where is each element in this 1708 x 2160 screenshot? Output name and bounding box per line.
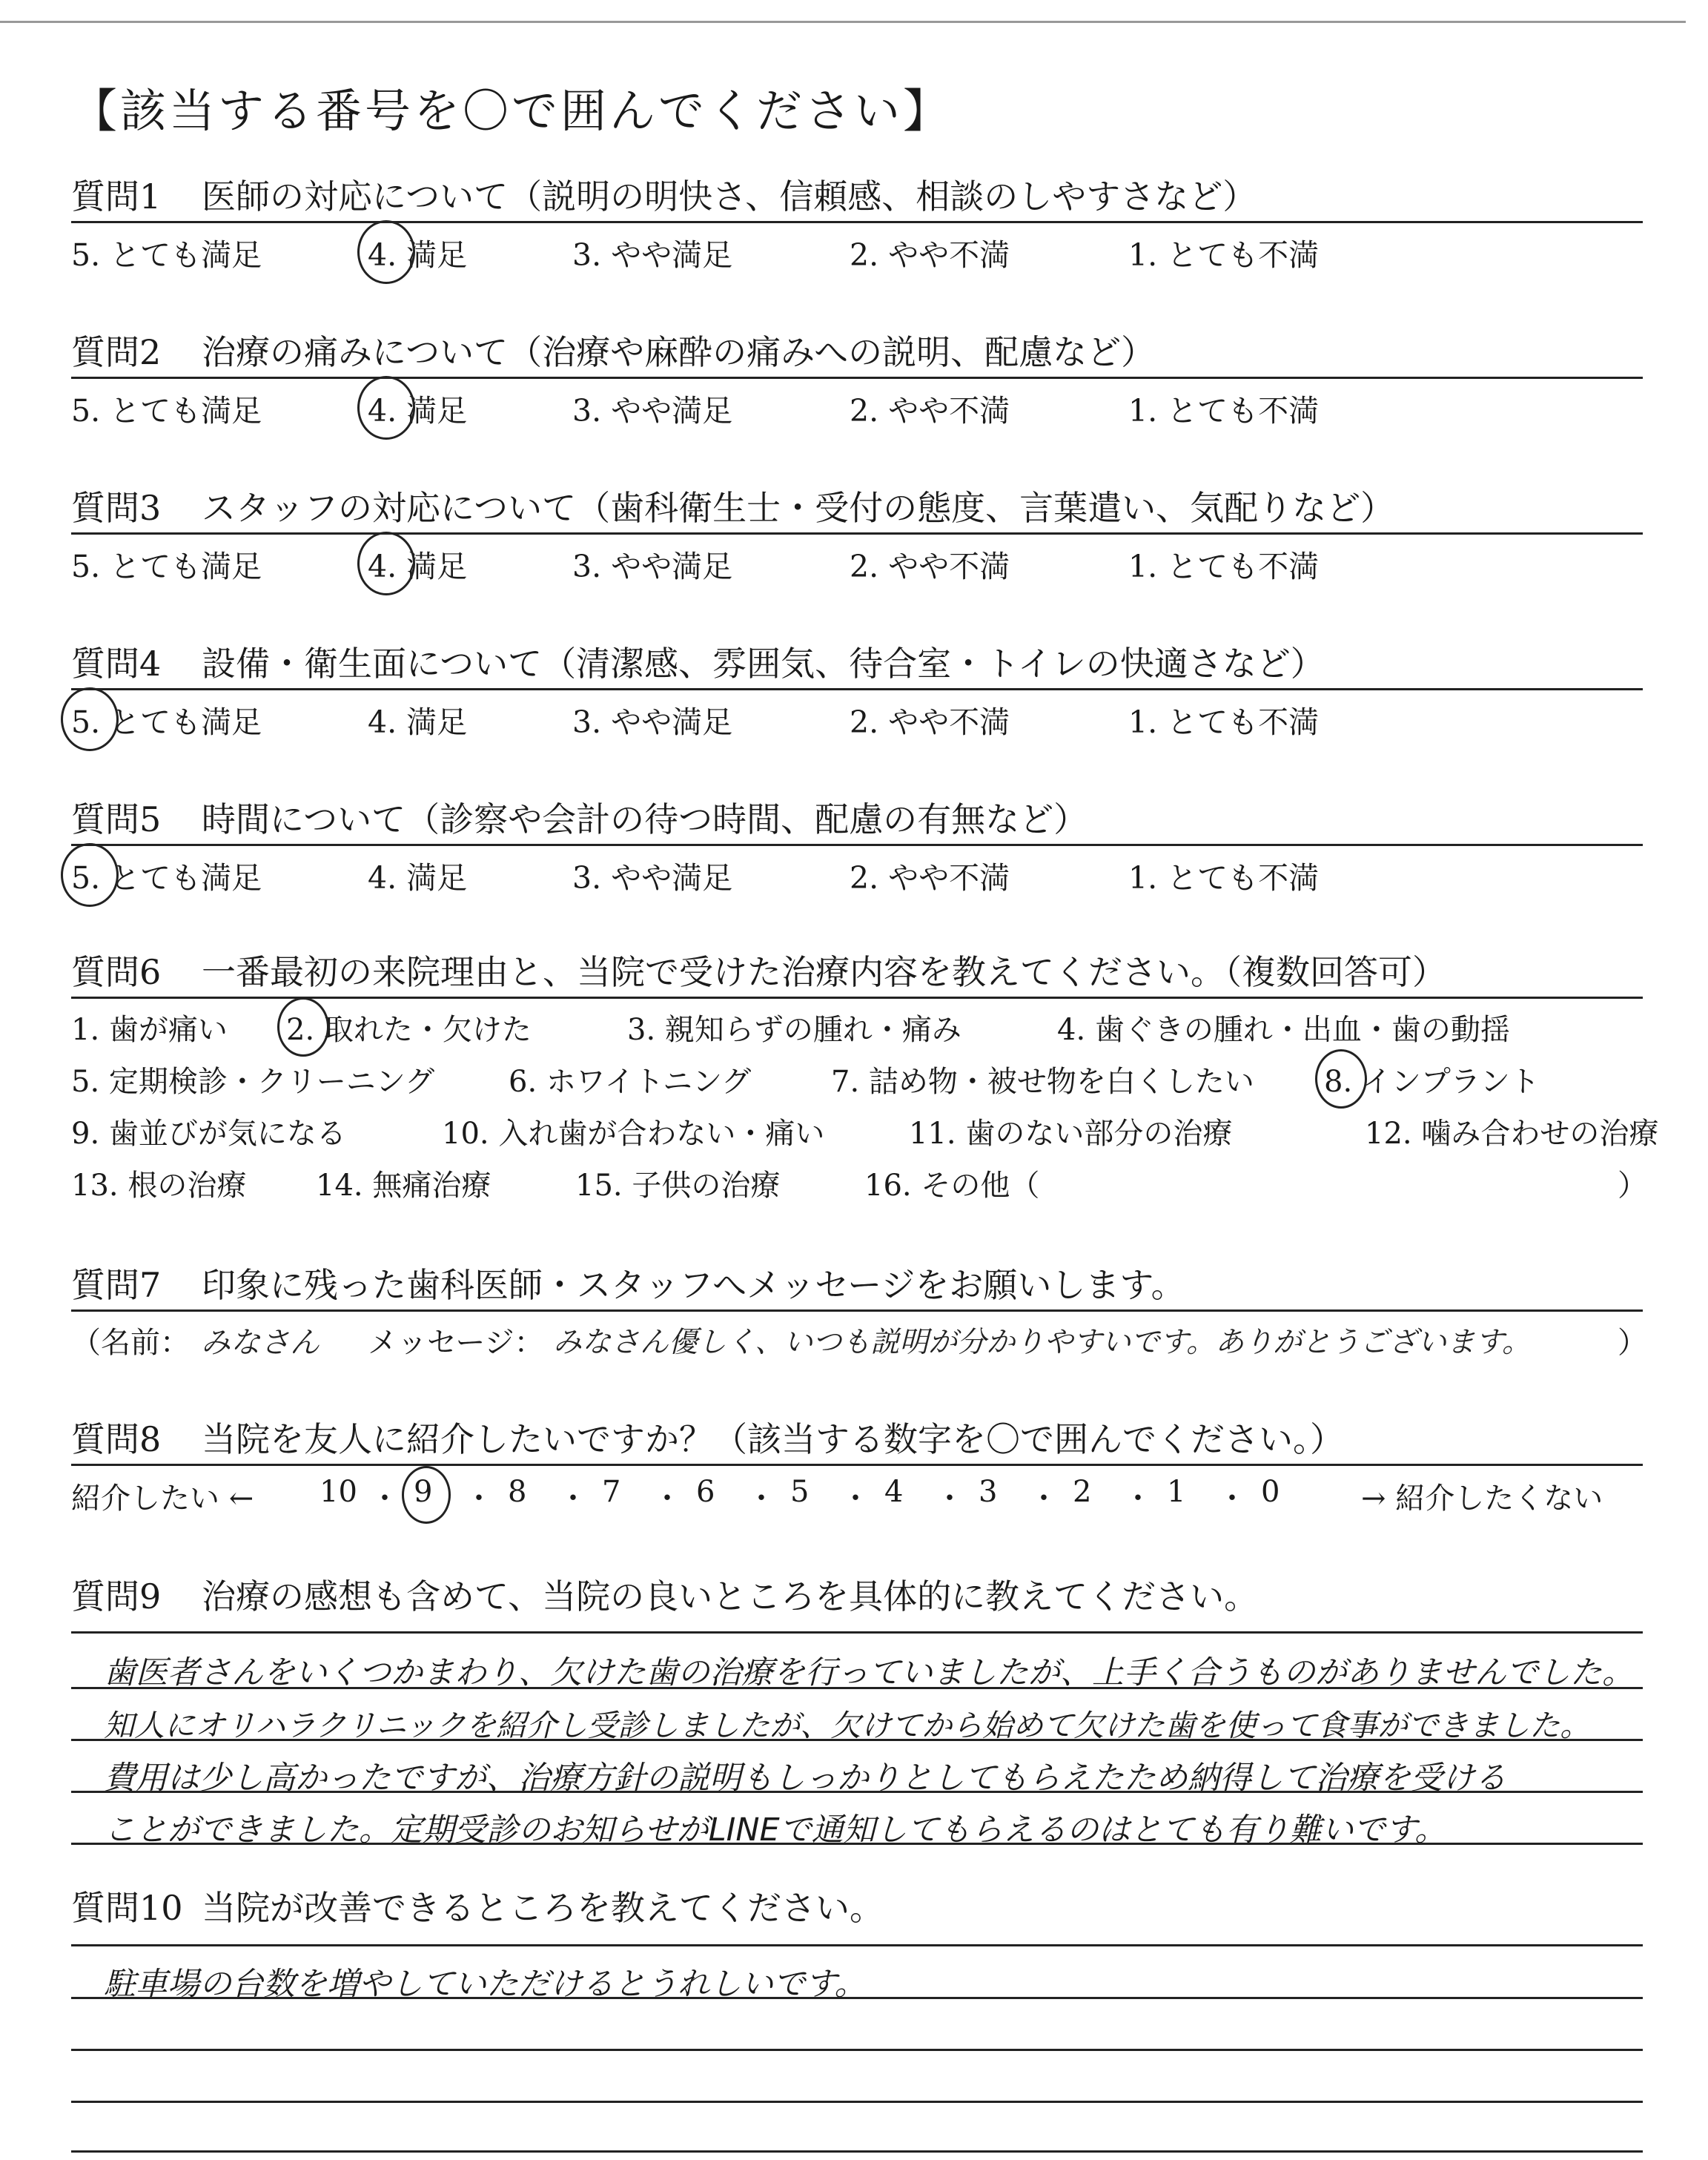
rating-option-5[interactable]: 5. とても満足 bbox=[71, 704, 262, 740]
question-header bbox=[71, 1261, 1643, 1312]
reason-option-13[interactable]: 13. 根の治療 bbox=[71, 1169, 247, 1203]
answer-line-4[interactable]: ことができました。定期受診のお知らせがLINEで通知してもらえるのはとても有り難いです。 bbox=[104, 1811, 1447, 1849]
reason-option-8[interactable]: 8. インプラント bbox=[1324, 1065, 1540, 1099]
selected-circle bbox=[1315, 1049, 1367, 1109]
rating-options bbox=[71, 535, 1643, 584]
rating-option-1[interactable]: 1. とても不満 bbox=[1128, 860, 1320, 896]
rating-option-4[interactable]: 4. 満足 bbox=[368, 549, 468, 584]
scale-value-4[interactable]: 4 bbox=[884, 1475, 904, 1509]
question-7 bbox=[71, 1261, 1647, 1364]
question-header bbox=[71, 795, 1643, 846]
scale-value-9[interactable]: 9 bbox=[414, 1475, 433, 1509]
question-number: 質問8 bbox=[71, 1419, 162, 1459]
rating-option-2[interactable]: 2. やや不満 bbox=[850, 704, 1010, 740]
rating-option-1[interactable]: 1. とても不満 bbox=[1128, 393, 1320, 429]
rating-option-5[interactable]: 5. とても満足 bbox=[71, 549, 262, 584]
answer-line-1[interactable]: 歯医者さんをいくつかまわり、欠けた歯の治療を行っていましたが、上手く合うものがありませんでした。 bbox=[104, 1654, 1634, 1691]
scale-value-0[interactable]: 0 bbox=[1261, 1475, 1280, 1509]
question-header bbox=[71, 1572, 1643, 1621]
question-text: 設備・衛生面について（清潔感、雰囲気、待合室・トイレの快適さなど） bbox=[202, 644, 1325, 684]
answer-line-1[interactable]: 駐車場の台数を増やしていただけるとうれしいです。 bbox=[104, 1966, 867, 2003]
answer-rule bbox=[71, 1997, 1643, 1999]
reason-option-5[interactable]: 5. 定期検診・クリーニング bbox=[71, 1065, 435, 1099]
rating-option-3[interactable]: 3. やや満足 bbox=[572, 860, 733, 896]
question-header bbox=[71, 1415, 1643, 1466]
scale-separator: ・ bbox=[841, 1482, 870, 1516]
question-3 bbox=[71, 483, 1643, 584]
reason-option-14[interactable]: 14. 無痛治療 bbox=[316, 1169, 491, 1203]
reason-option-1[interactable]: 1. 歯が痛い bbox=[71, 1013, 228, 1047]
rating-options bbox=[71, 379, 1643, 428]
rating-option-4[interactable]: 4. 満足 bbox=[368, 393, 468, 429]
rating-option-4[interactable]: 4. 満足 bbox=[368, 704, 468, 740]
rating-option-1[interactable]: 1. とても不満 bbox=[1128, 549, 1320, 584]
question-header bbox=[71, 172, 1643, 223]
selected-circle bbox=[61, 843, 119, 907]
question-10 bbox=[71, 1883, 1643, 1932]
reason-option-12[interactable]: 12. 噛み合わせの治療 bbox=[1365, 1117, 1659, 1151]
rating-option-3[interactable]: 3. やや満足 bbox=[572, 237, 733, 273]
answer-rule bbox=[71, 1631, 1643, 1634]
selected-circle bbox=[357, 532, 415, 595]
selected-circle bbox=[61, 687, 119, 751]
question-text: 時間について（診察や会計の待つ時間、配慮の有無など） bbox=[202, 799, 1088, 839]
scale-value-7[interactable]: 7 bbox=[602, 1475, 621, 1509]
question-number: 質問4 bbox=[71, 644, 162, 684]
selected-circle bbox=[357, 376, 415, 440]
answer-rule bbox=[71, 2049, 1643, 2051]
scale-separator: ・ bbox=[558, 1482, 588, 1516]
answer-line-2[interactable]: 知人にオリハラクリニックを紹介し受診しましたが、欠けてから始めて欠けた歯を使って食事ができました。 bbox=[104, 1708, 1591, 1743]
option-row bbox=[71, 1051, 1643, 1103]
message-label: メッセージ： bbox=[368, 1326, 544, 1360]
rating-options bbox=[71, 690, 1643, 739]
question-text: 一番最初の来院理由と、当院で受けた治療内容を教えてください。（複数回答可） bbox=[202, 952, 1446, 992]
question-text: 当院が改善できるところを教えてください。 bbox=[202, 1888, 884, 1928]
question-number: 質問7 bbox=[71, 1265, 162, 1305]
rating-option-1[interactable]: 1. とても不満 bbox=[1128, 704, 1320, 740]
rating-options bbox=[71, 223, 1643, 272]
rating-option-5[interactable]: 5. とても満足 bbox=[71, 860, 262, 896]
reason-option-15[interactable]: 15. 子供の治療 bbox=[575, 1169, 781, 1203]
message-value[interactable]: みなさん優しく、いつも説明が分かりやすいです。ありがとうございます。 bbox=[553, 1326, 1531, 1359]
question-text: 治療の痛みについて（治療や麻酔の痛みへの説明、配慮など） bbox=[202, 332, 1156, 372]
rating-option-3[interactable]: 3. やや満足 bbox=[572, 393, 733, 429]
answer-rule bbox=[71, 2101, 1643, 2103]
option-row bbox=[71, 999, 1643, 1051]
answer-line-3[interactable]: 費用は少し高かったですが、治療方針の説明もしっかりとしてもらえたため納得して治療を受ける bbox=[104, 1760, 1506, 1797]
selected-circle bbox=[277, 997, 329, 1057]
scale-value-6[interactable]: 6 bbox=[696, 1475, 715, 1509]
question-1 bbox=[71, 172, 1643, 272]
question-header bbox=[71, 948, 1643, 999]
question-number: 質問3 bbox=[71, 488, 162, 528]
question-header bbox=[71, 483, 1643, 535]
question-text: スタッフの対応について（歯科衛生士・受付の態度、言葉遣い、気配りなど） bbox=[202, 488, 1395, 528]
scale-value-10[interactable]: 10 bbox=[320, 1475, 357, 1509]
answer-rule bbox=[71, 1687, 1643, 1689]
scale-separator: ・ bbox=[1217, 1482, 1247, 1516]
reason-option-6[interactable]: 6. ホワイトニング bbox=[509, 1065, 752, 1099]
answer-rule bbox=[71, 2150, 1643, 2153]
question-number: 質問6 bbox=[71, 952, 162, 992]
option-row bbox=[71, 1155, 1647, 1206]
rating-option-4[interactable]: 4. 満足 bbox=[368, 237, 468, 273]
option-row bbox=[71, 1103, 1659, 1155]
scale-right-label: → 紹介したくない bbox=[1361, 1482, 1603, 1516]
question-9 bbox=[71, 1572, 1643, 1621]
reason-option-11[interactable]: 11. 歯のない部分の治療 bbox=[909, 1117, 1233, 1151]
question-text: 医師の対応について（説明の明快さ、信頼感、相談のしやすさなど） bbox=[202, 176, 1257, 217]
reason-option-16[interactable]: 16. その他（ bbox=[864, 1169, 1040, 1203]
question-header bbox=[71, 1883, 1643, 1932]
answer-rule bbox=[71, 1944, 1643, 1946]
scale-separator: ・ bbox=[747, 1482, 776, 1516]
scale-value-3[interactable]: 3 bbox=[979, 1475, 998, 1509]
scale-value-8[interactable]: 8 bbox=[508, 1475, 527, 1509]
scale-value-1[interactable]: 1 bbox=[1167, 1475, 1186, 1509]
reason-option-2[interactable]: 2. 取れた・欠けた bbox=[286, 1013, 532, 1047]
rating-option-1[interactable]: 1. とても不満 bbox=[1128, 237, 1320, 273]
close-paren: ） bbox=[1618, 1326, 1647, 1360]
rating-option-5[interactable]: 5. とても満足 bbox=[71, 393, 262, 429]
answer-rule bbox=[71, 1739, 1643, 1741]
rating-option-2[interactable]: 2. やや不満 bbox=[850, 393, 1010, 429]
rating-option-2[interactable]: 2. やや不満 bbox=[850, 237, 1010, 273]
reason-option-10[interactable]: 10. 入れ歯が合わない・痛い bbox=[442, 1117, 825, 1151]
rating-option-3[interactable]: 3. やや満足 bbox=[572, 549, 733, 584]
rating-option-2[interactable]: 2. やや不満 bbox=[850, 860, 1010, 896]
selected-circle bbox=[402, 1466, 451, 1524]
answer-rule bbox=[71, 1791, 1643, 1793]
name-value[interactable]: みなさん bbox=[201, 1326, 320, 1360]
name-label: （名前： bbox=[71, 1326, 190, 1360]
rating-option-4[interactable]: 4. 満足 bbox=[368, 860, 468, 896]
scale-separator: ・ bbox=[370, 1482, 400, 1516]
question-2 bbox=[71, 328, 1643, 428]
question-number: 質問9 bbox=[71, 1576, 162, 1616]
scale-separator: ・ bbox=[1123, 1482, 1153, 1516]
question-text: 治療の感想も含めて、当院の良いところを具体的に教えてください。 bbox=[202, 1576, 1259, 1616]
reason-option-9[interactable]: 9. 歯並びが気になる bbox=[71, 1117, 346, 1151]
recommend-scale bbox=[71, 1466, 1643, 1518]
answer-rule bbox=[71, 1843, 1643, 1845]
scale-separator: ・ bbox=[652, 1482, 682, 1516]
question-header bbox=[71, 639, 1643, 690]
reason-option-4[interactable]: 4. 歯ぐきの腫れ・出血・歯の動揺 bbox=[1057, 1013, 1510, 1047]
question-6 bbox=[71, 948, 1659, 1206]
question-8 bbox=[71, 1415, 1643, 1518]
scale-separator: ・ bbox=[464, 1482, 494, 1516]
question-text: 当院を友人に紹介したいですか？（該当する数字を〇で囲んでください。） bbox=[202, 1419, 1344, 1459]
rating-option-5[interactable]: 5. とても満足 bbox=[71, 237, 262, 273]
rating-option-2[interactable]: 2. やや不満 bbox=[850, 549, 1010, 584]
message-line bbox=[71, 1312, 1647, 1364]
question-text: 印象に残った歯科医師・スタッフへメッセージをお願いします。 bbox=[202, 1265, 1185, 1305]
question-4 bbox=[71, 639, 1643, 739]
page-title: 【該当する番号を〇で囲んでください】 bbox=[71, 84, 953, 138]
scale-value-5[interactable]: 5 bbox=[790, 1475, 810, 1509]
question-5 bbox=[71, 795, 1643, 895]
scale-separator: ・ bbox=[935, 1482, 964, 1516]
reason-option-7[interactable]: 7. 詰め物・被せ物を白くしたい bbox=[831, 1065, 1254, 1099]
rating-option-3[interactable]: 3. やや満足 bbox=[572, 704, 733, 740]
question-header bbox=[71, 328, 1643, 379]
close-paren: ） bbox=[1618, 1169, 1647, 1203]
question-number: 質問1 bbox=[71, 176, 162, 217]
rating-options bbox=[71, 846, 1643, 895]
selected-circle bbox=[357, 220, 415, 284]
scan-edge bbox=[0, 21, 1686, 23]
reason-option-3[interactable]: 3. 親知らずの腫れ・痛み bbox=[627, 1013, 961, 1047]
question-number: 質問5 bbox=[71, 799, 162, 839]
scale-left-label: 紹介したい ← bbox=[71, 1482, 254, 1516]
question-number: 質問2 bbox=[71, 332, 162, 372]
question-number: 質問10 bbox=[71, 1888, 183, 1928]
scale-separator: ・ bbox=[1029, 1482, 1059, 1516]
scale-value-2[interactable]: 2 bbox=[1073, 1475, 1092, 1509]
